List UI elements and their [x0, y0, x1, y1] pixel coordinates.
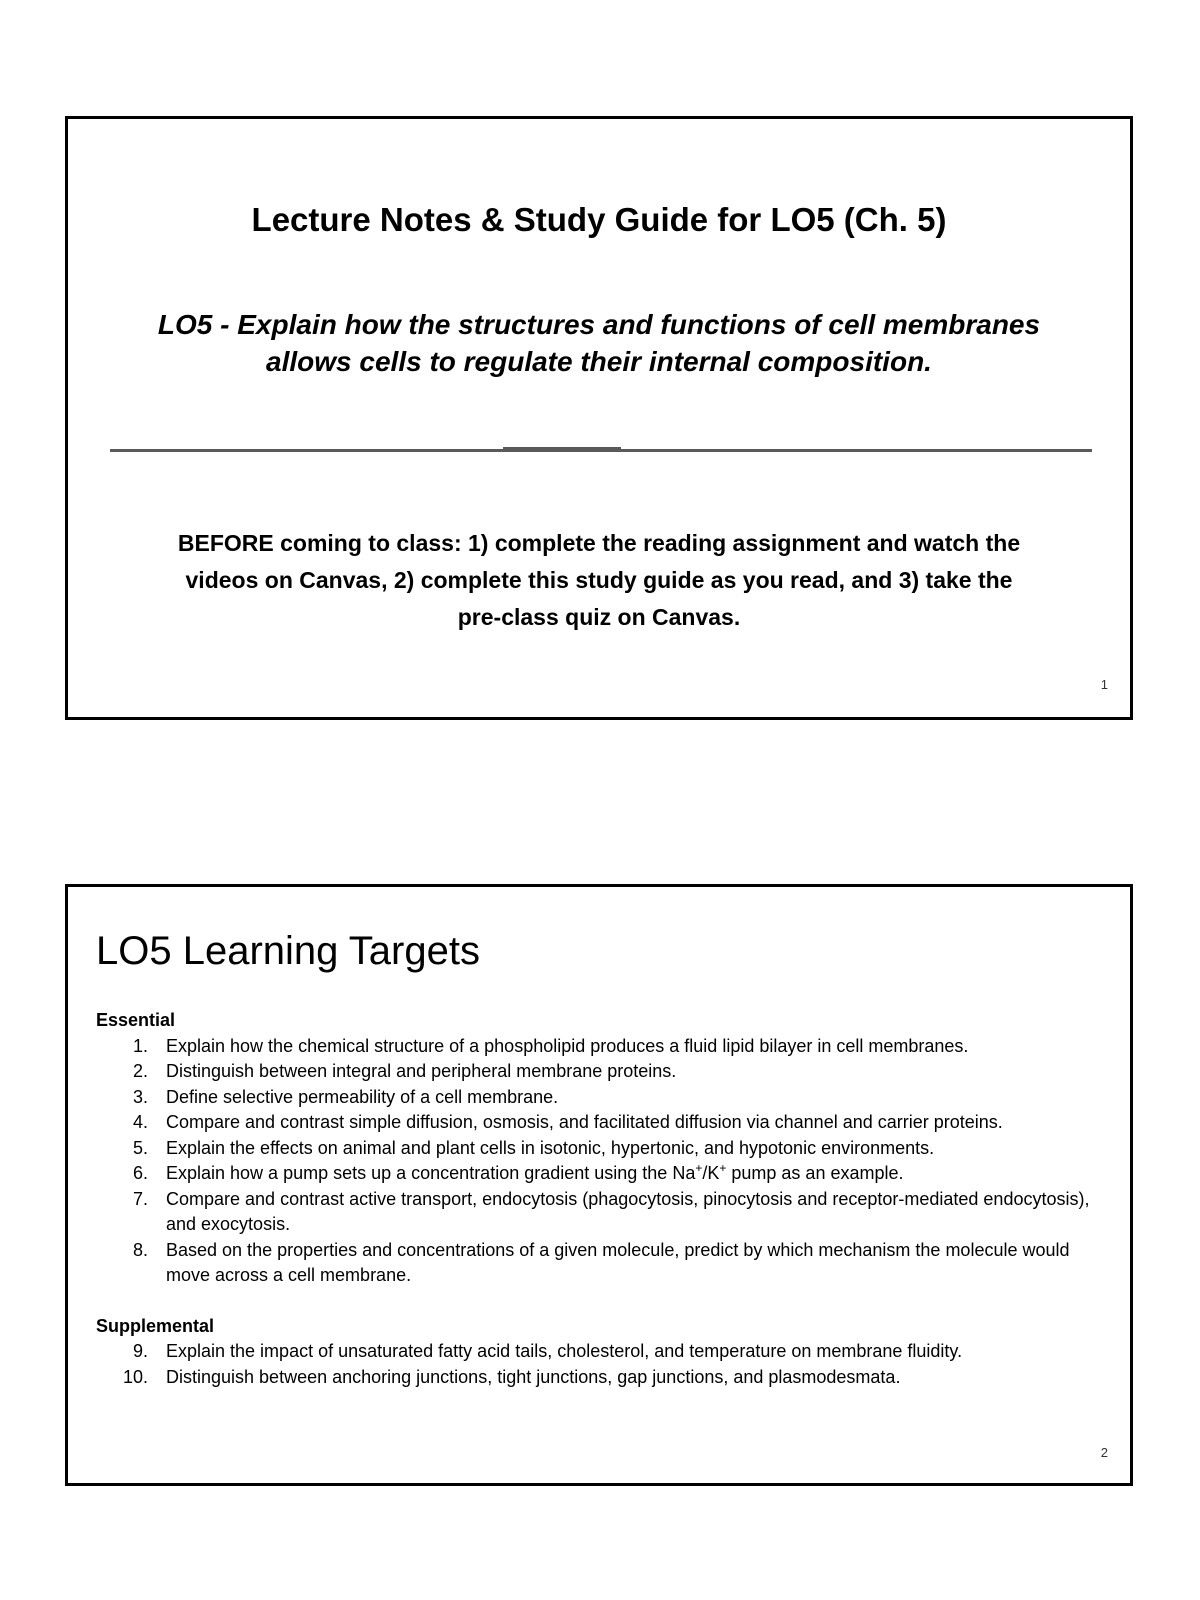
list-item: [96, 1059, 1114, 1085]
before-line-1: BEFORE coming to class: 1) complete the reading assignment and watch the: [177, 530, 1021, 556]
item-number: 3.: [132, 1086, 148, 1107]
item-text: Based on the properties and concentrations of a given molecule, predict by which mechanism the molecule would move across a cell membrane.: [166, 1239, 1070, 1285]
item-number: 6.: [132, 1163, 148, 1183]
item-text: Explain the effects on animal and plant cells in isotonic, hypertonic, and hypotonic environments.: [166, 1137, 935, 1158]
before-line-3: pre-class quiz on Canvas.: [457, 604, 741, 630]
item-text: Compare and contrast simple diffusion, osmosis, and facilitated diffusion via channel and carrier proteins.: [166, 1112, 1003, 1132]
supplemental-heading: Supplemental: [96, 1315, 215, 1336]
objective-line-1: LO5 - Explain how the structures and functions of cell membranes: [157, 309, 1041, 340]
list-item: [96, 1365, 1114, 1391]
item-number: 10.: [122, 1366, 148, 1387]
slide-2-title: LO5 Learning Targets: [96, 929, 480, 973]
item-text-part: Explain how a pump sets up a concentration gradient using the Na: [166, 1163, 696, 1183]
item-text: Distinguish between anchoring junctions, tight junctions, gap junctions, and plasmodesmata.: [166, 1366, 901, 1387]
item-number: 1.: [132, 1035, 148, 1056]
list-item: [96, 1136, 1114, 1162]
item-number: 2.: [132, 1061, 148, 1081]
superscript-plus: +: [719, 1161, 727, 1175]
before-class-instructions: [98, 525, 1100, 636]
item-number: 7.: [132, 1188, 148, 1209]
objective-line-2: allows cells to regulate their internal composition.: [266, 346, 932, 377]
item-text: Define selective permeability of a cell membrane.: [166, 1086, 559, 1107]
item-number: 5.: [132, 1137, 148, 1158]
page-number: 1: [1100, 677, 1108, 692]
superscript-plus: +: [695, 1161, 703, 1175]
learning-targets: [96, 1008, 1114, 1390]
list-item: [96, 1187, 1114, 1238]
item-number: 4.: [132, 1112, 148, 1132]
item-text: Explain the impact of unsaturated fatty acid tails, cholesterol, and temperature on membrane fluidity.: [166, 1341, 963, 1361]
essential-heading: Essential: [96, 1010, 176, 1030]
item-text: Explain how the chemical structure of a phospholipid produces a fluid lipid bilayer in cell membranes.: [166, 1035, 969, 1056]
item-text-part: /K: [702, 1163, 720, 1183]
list-item: [96, 1034, 1114, 1060]
before-line-2: videos on Canvas, 2) complete this study guide as you read, and 3) take the: [185, 567, 1013, 593]
slide-1: [65, 116, 1133, 720]
slide-1-title: Lecture Notes & Study Guide for LO5 (Ch. 5): [251, 201, 947, 238]
item-number: 8.: [132, 1239, 148, 1260]
item-text-part: pump as an example.: [726, 1163, 904, 1183]
slide-2: [65, 884, 1133, 1486]
list-item: [96, 1110, 1114, 1136]
list-item: [96, 1339, 1114, 1365]
list-item: [96, 1238, 1114, 1289]
list-item: [96, 1161, 1114, 1187]
item-number: 9.: [132, 1341, 148, 1361]
learning-objective: [108, 306, 1090, 380]
item-text: [148, 1161, 1114, 1187]
item-text: Compare and contrast active transport, endocytosis (phagocytosis, pinocytosis and receptor-mediated endocytosis), and exocytosis.: [166, 1188, 1090, 1234]
divider-accent: [503, 447, 621, 450]
item-text: Distinguish between integral and peripheral membrane proteins.: [166, 1061, 677, 1081]
page-number: 2: [1100, 1445, 1108, 1460]
list-item: [96, 1085, 1114, 1111]
